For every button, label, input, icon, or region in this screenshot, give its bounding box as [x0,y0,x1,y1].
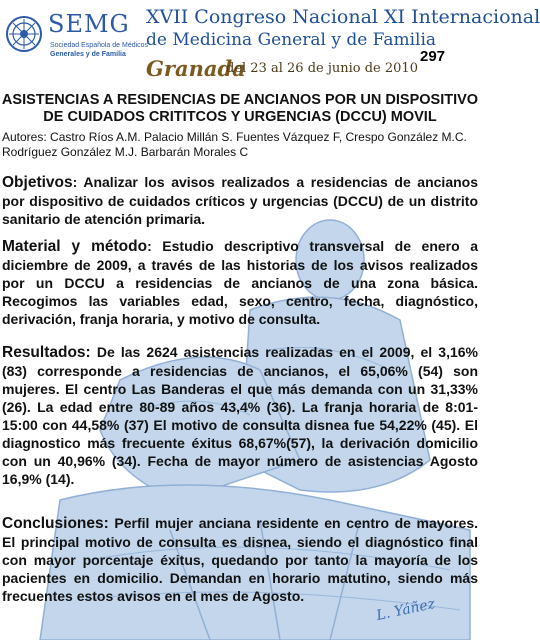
poster-number: 297 [420,48,446,65]
objetivos-heading: Objetivos [2,174,73,191]
resultados-section [2,343,478,488]
objetivos-section [2,173,478,228]
conclusiones-section [2,514,478,605]
metodo-heading: Material y método [2,238,148,255]
society-subtitle-2: Generales y de Familia [50,51,126,58]
society-subtitle-1: Sociedad Española de Médicos [50,42,149,49]
objetivos-text: : Analizar los avisos realizados a residencias de ancianos por dispositivo de cuidados críticos y urgencias (DCCU) de un distrito sanitario de atención primaria. [2,174,478,227]
society-name: SEMG [48,10,130,38]
conclusiones-text: Perfil mujer anciana residente en centro de mayores. El principal motivo de consulta es disnea, siendo el diagnóstico final con mayor porcentaje éxitus, quedando por tanto la mayoría de los pacientes en domicilio. Demandan en horario matutino, siendo más frecuentes estos avisos en el mes de Agosto. [2,515,478,604]
artist-signature: L. Yáñez [374,596,437,624]
poster-title-line-2: DE CUIDADOS CRITITCOS Y URGENCIAS (DCCU) MOVIL [43,109,437,125]
congress-subtitle: de Medicina General y de Familia [146,30,437,50]
resultados-heading: Resultados: [2,344,91,361]
congress-title: XVII Congreso Nacional XI Internacional [146,6,540,28]
semg-emblem-icon [4,14,44,54]
semg-logo [4,8,149,68]
authors: Autores: Castro Ríos A.M. Palacio Millán S. Fuentes Vázquez F, Crespo González M.C. Rodríguez González M.J. Barbarán Morales C [2,130,467,159]
conclusiones-heading: Conclusiones: [2,515,109,532]
metodo-section [2,237,478,328]
metodo-text: : Estudio descriptivo transversal de enero a diciembre de 2009, a través de las historias de los avisos realizados por un DCCU a residencias de ancianos de una zona básica. Recogimos las variables edad, sexo, centro, fecha, diagnóstico, derivación, franja horaria, y motivo de consulta. [2,238,478,327]
resultados-text: De las 2624 asistencias realizadas en el 2009, el 3,16% (83) corresponde a residencias de ancianos, el 65,06% (54) son mujeres. El centro Las Banderas el que más demanda con un 31,33% (26). La edad entre 80-89 años 43,4% (36). La franja horaria de 8:01-15:00 con 44,58% (37) El motivo de consulta disnea fue 54,22% (45). El diagnostico más frecuente éxitus 68,67%(57), la derivación domicilio con un 40,96% (34). Fecha de mayor número de asistencias Agosto 16,9% (14). [2,344,478,487]
congress-dates: del 23 al 26 de junio de 2010 [226,61,418,76]
poster-title-line-1: ASISTENCIAS A RESIDENCIAS DE ANCIANOS POR UN DISPOSITIVO [1,92,479,108]
congress-city: Granada [146,56,246,81]
congress-header [0,0,540,86]
